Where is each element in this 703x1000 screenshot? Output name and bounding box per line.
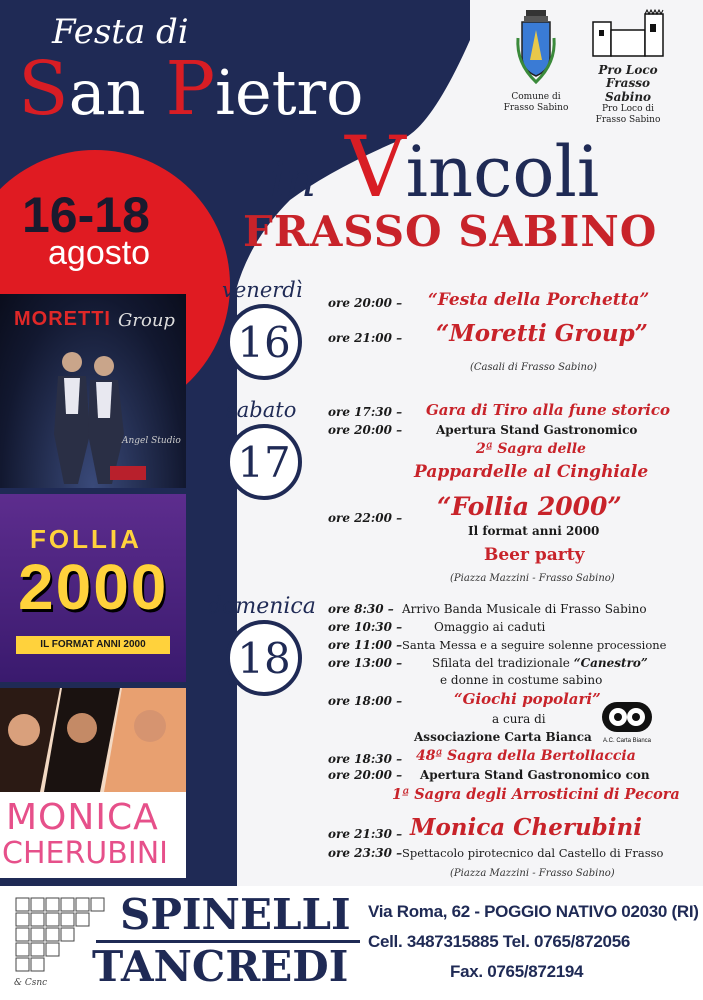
fri-e1-time: ore 20:00 –: [328, 296, 403, 310]
castle-icon: [587, 8, 669, 60]
sat-e2-time: ore 20:00 –: [328, 423, 403, 437]
sun-e6-time: ore 18:30 –: [328, 752, 403, 766]
comune-caption-1: Comune di: [511, 92, 561, 102]
fri-e2-time: ore 21:00 –: [328, 331, 403, 345]
sat-e2-text: Apertura Stand Gastronomico: [436, 423, 638, 437]
day-name-sat: sabato: [226, 398, 297, 422]
sun-e1-time: ore 8:30 –: [328, 602, 394, 616]
coat-of-arms-icon: [514, 8, 558, 88]
sun-e9-text: Spettacolo pirotecnico dal Castello di Frasso: [402, 846, 664, 860]
sat-e3-text: “Follia 2000”: [437, 492, 622, 521]
sponsor-name-1: SPINELLI: [120, 890, 351, 939]
monica-line-2: CHERUBINI: [2, 836, 168, 871]
sponsor-suffix: & Csnc: [14, 978, 48, 988]
sat-e3-sub1: Il format anni 2000: [468, 524, 600, 538]
sun-e6-text: 48ª Sagra della Bertollaccia: [416, 748, 636, 764]
title-vincoli: Vincoli: [345, 118, 600, 216]
title-san-pietro: San Pietro: [18, 46, 364, 132]
monica-cherubini-photo: [0, 688, 186, 878]
fri-location: (Casali di Frasso Sabino): [470, 362, 597, 373]
sponsor-footer: [0, 886, 703, 1000]
sun-e5-text: “Giochi popolari”: [454, 690, 601, 708]
moretti-studio: Angel Studio: [122, 436, 181, 446]
sat-e1-time: ore 17:30 –: [328, 405, 403, 419]
event-dates: 16-18: [22, 187, 150, 243]
sun-e7-time: ore 20:00 –: [328, 768, 403, 782]
day-number-sat: 17: [237, 438, 291, 487]
day-name-fri: venerdì: [222, 278, 303, 302]
follia-year: 2000: [18, 551, 169, 623]
carta-bianca-icon: [598, 700, 656, 734]
sun-e5-sub2: Associazione Carta Bianca: [414, 730, 592, 744]
moretti-script: Group: [118, 310, 175, 331]
day-circle-fri: [226, 304, 302, 380]
sat-e3-sub2: Beer party: [484, 545, 585, 565]
follia-2000-photo: [0, 494, 186, 682]
title-location: FRASSO SABINO: [243, 207, 658, 256]
follia-tagline: IL FORMAT ANNI 2000: [16, 636, 170, 654]
carta-bianca-logo: [598, 700, 656, 744]
sat-e2-sub2: Pappardelle al Cinghiale: [414, 462, 649, 482]
sat-e2-sub1: 2ª Sagra delle: [476, 441, 586, 457]
singer-portraits: [0, 688, 186, 792]
sun-e4-time: ore 13:00 –: [328, 656, 403, 670]
sat-e1-text: Gara di Tiro alla fune storico: [426, 401, 670, 419]
proloco-name-2: Frasso Sabino: [604, 76, 652, 104]
proloco-caption-1: Pro Loco di: [602, 104, 654, 114]
proloco-name-1: Pro Loco: [598, 63, 658, 77]
sponsor-fax: Fax. 0765/872194: [450, 962, 584, 981]
title-in: in: [270, 152, 317, 208]
sponsor-phones: Cell. 3487315885 Tel. 0765/872056: [368, 932, 631, 951]
moretti-group-photo: [0, 294, 186, 488]
event-month: agosto: [48, 234, 151, 272]
sponsor-address: Via Roma, 62 - POGGIO NATIVO 02030 (RI): [368, 902, 699, 921]
sun-e3-text: Santa Messa e a seguire solenne processione: [402, 638, 667, 652]
sun-e4-sub: e donne in costume sabino: [440, 673, 603, 687]
fri-e1-text: “Festa della Porchetta”: [428, 290, 650, 310]
follia-word: FOLLIA: [30, 524, 142, 554]
sun-e7-text: Apertura Stand Gastronomico con: [420, 768, 650, 782]
sat-location: (Piazza Mazzini - Frasso Sabino): [450, 573, 615, 584]
sun-e8-time: ore 21:30 –: [328, 827, 403, 841]
sun-e8-text: Monica Cherubini: [410, 814, 642, 841]
sat-e3-time: ore 22:00 –: [328, 511, 403, 525]
title-festa-di: Festa di: [52, 12, 189, 52]
moretti-brand: MORETTI: [14, 308, 111, 330]
day-circle-sat: [226, 424, 302, 500]
sun-e9-time: ore 23:30 –: [328, 846, 403, 860]
proloco-caption-2: Frasso Sabino: [595, 115, 661, 125]
sun-location: (Piazza Mazzini - Frasso Sabino): [450, 868, 615, 879]
day-number-fri: 16: [237, 318, 291, 367]
day-name-sun: domenica: [208, 594, 316, 619]
sun-e5-time: ore 18:00 –: [328, 694, 403, 708]
sun-e3-time: ore 11:00 –: [328, 638, 403, 652]
sun-e4-text: Sfilata del tradizionale “Canestro”: [432, 656, 648, 670]
comune-caption-2: Frasso Sabino: [503, 103, 569, 113]
day-number-sun: 18: [237, 634, 291, 683]
sponsor-name-2: TANCREDI: [92, 942, 349, 991]
sun-e7-sub: 1ª Sagra degli Arrosticini di Pecora: [392, 786, 680, 803]
sun-e5-sub1: a cura di: [492, 712, 546, 726]
monica-line-1: MONICA: [6, 797, 159, 838]
proloco-logo: [584, 8, 672, 126]
day-circle-sun: [226, 620, 302, 696]
sun-e2-time: ore 10:30 –: [328, 620, 403, 634]
carta-bianca-caption: A.C. Carta Bianca: [602, 738, 652, 744]
comune-logo: [498, 8, 574, 114]
sun-e1-text: Arrivo Banda Musicale di Frasso Sabino: [402, 602, 647, 616]
fri-e2-text: “Moretti Group”: [436, 320, 648, 347]
sun-e2-text: Omaggio ai caduti: [434, 620, 546, 634]
performers-silhouette: [0, 294, 186, 488]
